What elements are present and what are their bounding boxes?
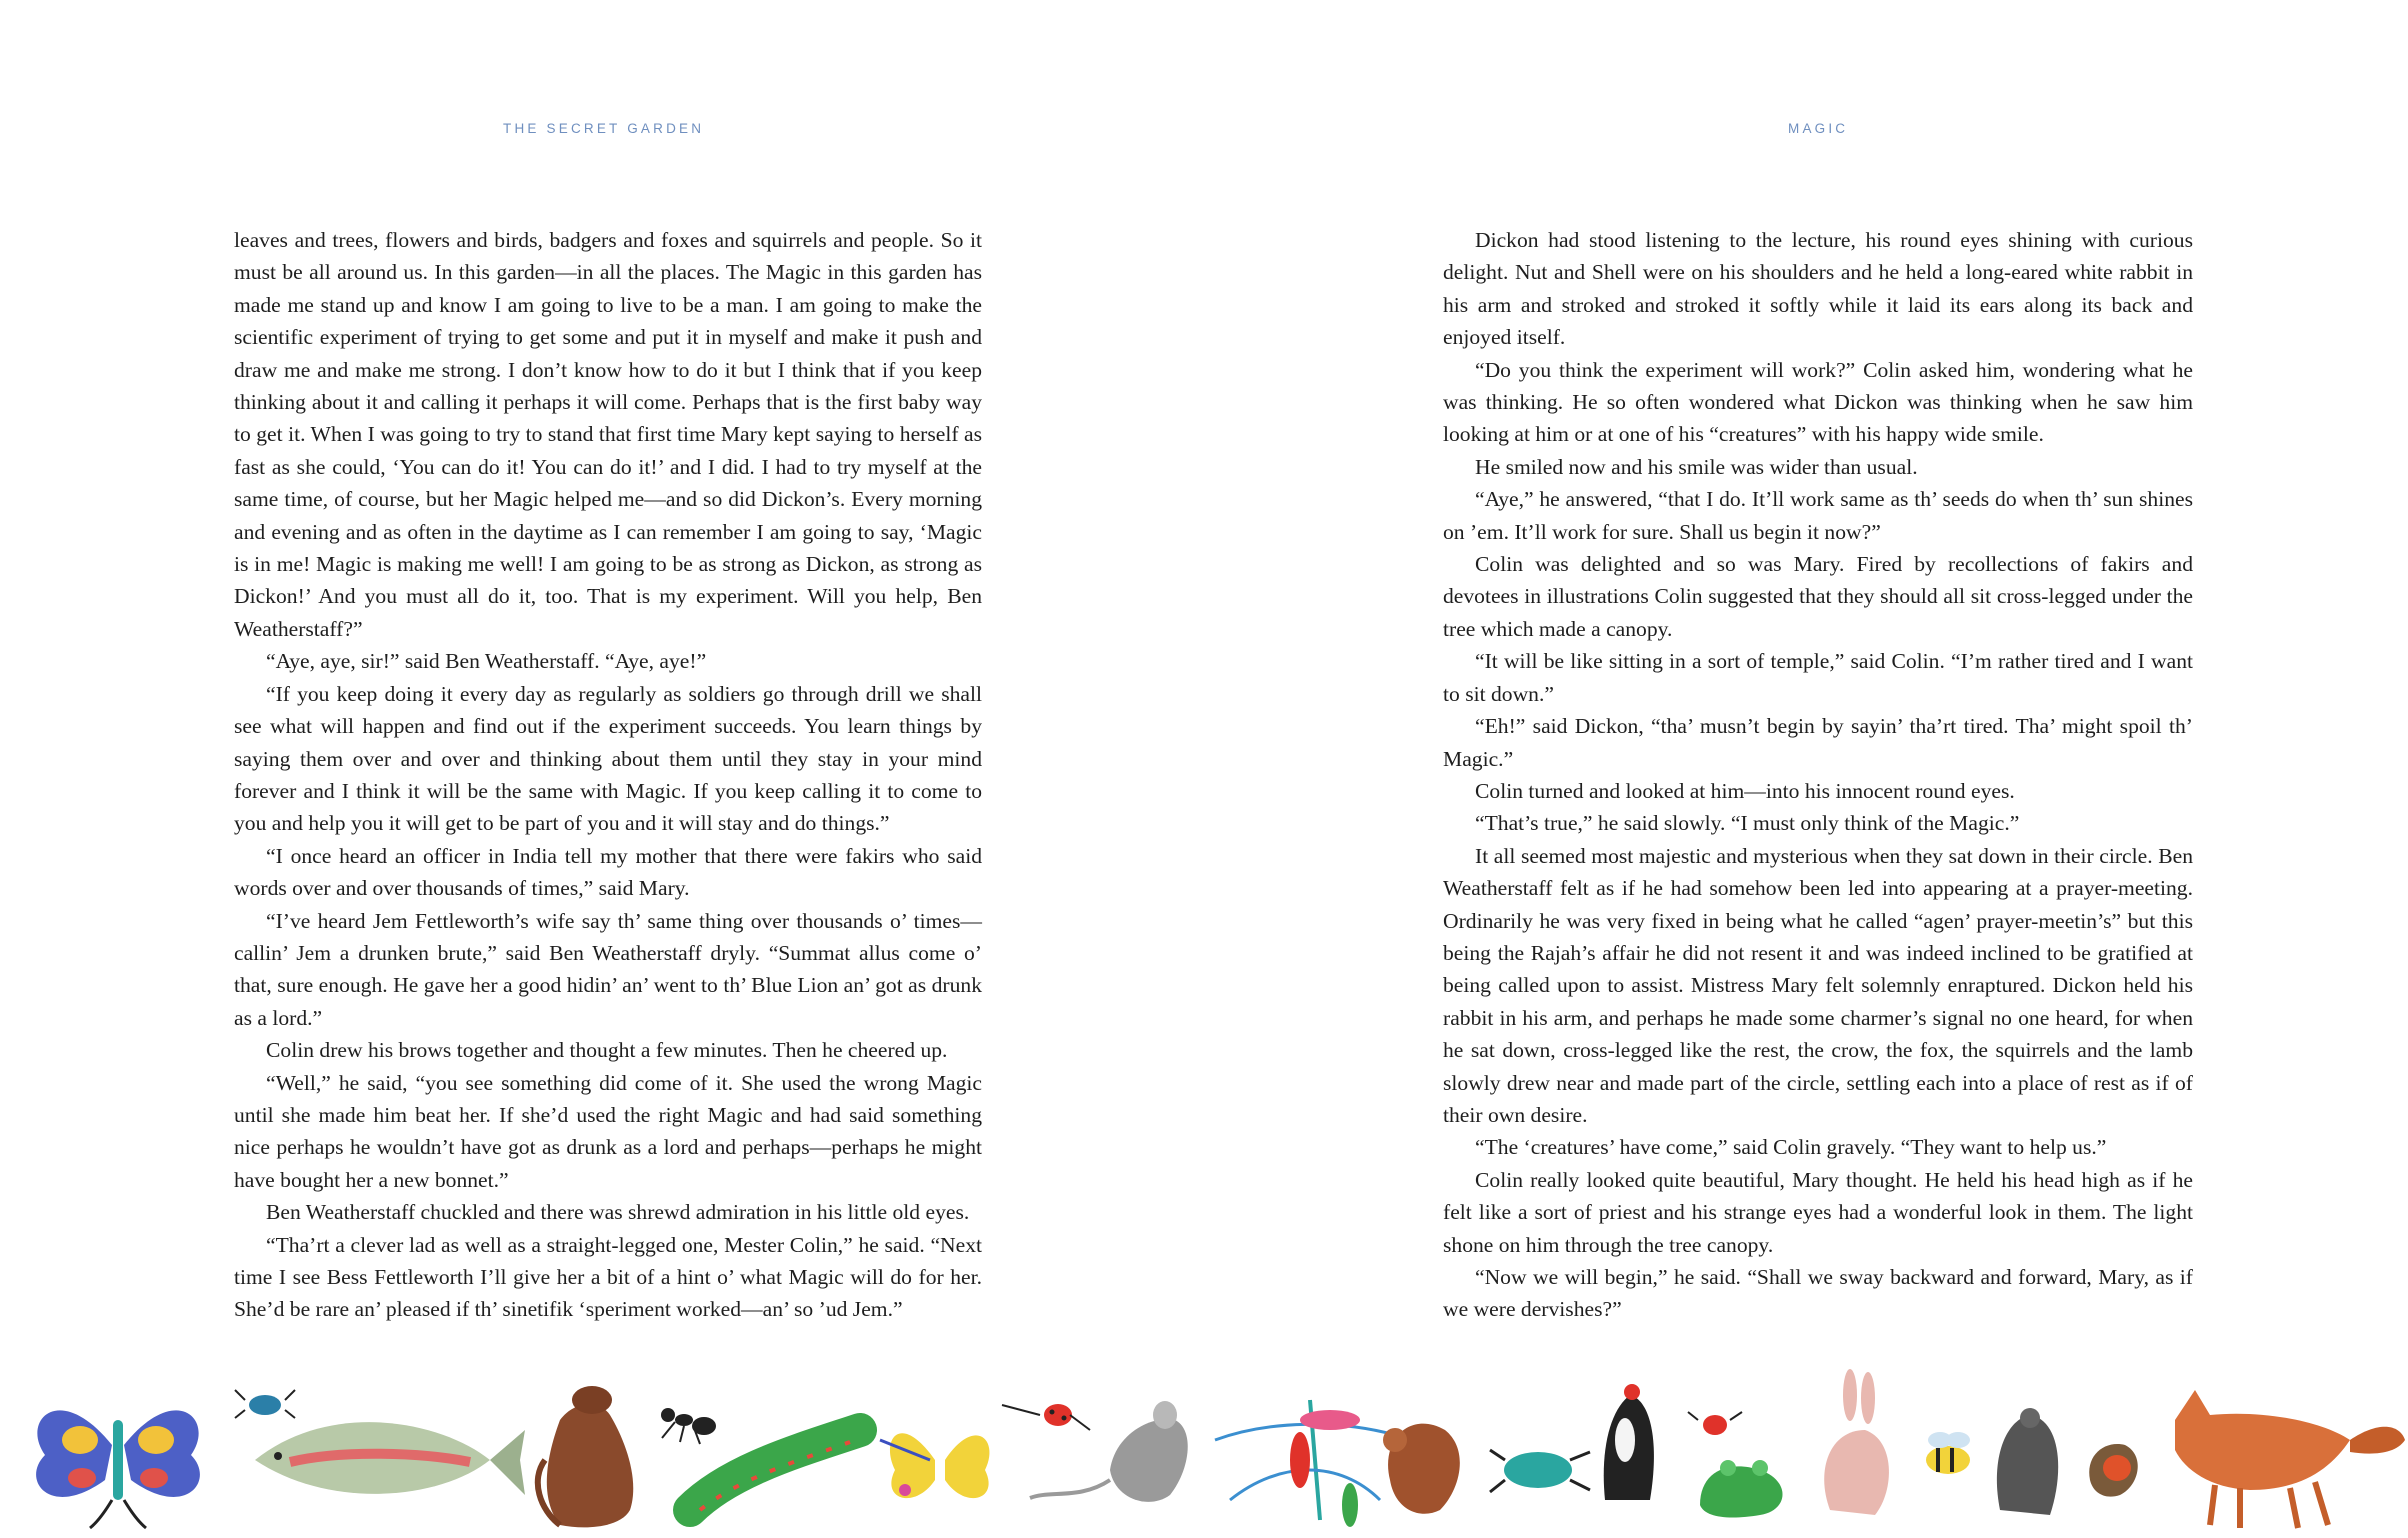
frog-icon — [1700, 1460, 1783, 1518]
paragraph: It all seemed most majestic and mysterious when they sat down in their circle. Ben Weatherstaff felt as if he had somehow been led into appearing at a prayer-meeting. Ordinarily he was very fixed in being what he called “agen’ prayer-meetin’s” but this being the Rajah’s affair he did not resent it and was indeed inclined to be gratified at being called upon to assist. Mistress Mary felt solemnly enraptured. Dickon held his rabbit in his arm, and perhaps he made some charmer’s signal no one heard, for when he sat down, cross-legged like the rest, the crow, the fox, the squirrels and the lamb slowly drew near and made part of the circle, settling each into a place of rest as if of their own desire. — [1443, 843, 2193, 1127]
paragraph: Dickon had stood listening to the lecture, his round eyes shining with curious delight. Nut and Shell were on his shoulders and he held a long-eared white rabbit in his arm and stroked and stroked it softly while it laid its ears along its back and enjoyed itself. — [1443, 228, 2193, 350]
squirrel-icon — [1383, 1424, 1460, 1514]
paragraph: “I once heard an officer in India tell my mother that there were fakirs who said words over and over thousands of times,” said Mary. — [234, 843, 982, 901]
ladybird-icon — [1002, 1404, 1090, 1430]
paragraph: leaves and trees, flowers and birds, badgers and foxes and squirrels and people. So it must be all around us. In this garden—in all the places. The Magic in this garden has made me stand up and know I am going to live to be a man. I am going to make the scientific experiment of trying to get some and put it in myself and make it push and draw me and make me strong. I don’t know how to do it but I think that if you keep thinking about it and calling it perhaps it will come. Perhaps that is the first baby way to get it. When I was going to try to stand that first time Mary kept saying to herself as fast as she could, ‘You can do it! You can do it!’ and I did. I had to try myself at the same time, of course, but her Magic helped me—and so did Dickon’s. Every morning and evening and as often in the daytime as I can remember I am going to say, ‘Magic is in me! Magic is making me well! I am going to be as strong as Dickon, as strong as Dickon!’ And you must all do it, too. That is my experiment. Will you help, Ben Weatherstaff?” — [234, 228, 982, 641]
paragraph: “Eh!” said Dickon, “tha’ musn’t begin by sayin’ tha’rt tired. Tha’ might spoil th’ Magic.” — [1443, 714, 2193, 771]
robin-icon — [2089, 1444, 2138, 1497]
paragraph: “Now we will begin,” he said. “Shall we sway backward and forward, Mary, as if we were dervishes?” — [1443, 1265, 2193, 1322]
trout-icon — [255, 1422, 525, 1495]
paragraph: “Aye,” he answered, “that I do. It’ll work same as th’ seeds do when th’ sun shines on ’em. It’ll work for sure. Shall us begin it now?” — [1443, 487, 2193, 544]
rabbit-icon — [1824, 1369, 1889, 1515]
animal-border-illustration — [0, 1360, 2408, 1538]
paragraph: “That’s true,” he said slowly. “I must only think of the Magic.” — [1475, 811, 2020, 836]
paragraph: “It will be like sitting in a sort of temple,” said Colin. “I’m rather tired and I want to sit down.” — [1443, 649, 2193, 706]
paragraph: “Aye, aye, sir!” said Ben Weatherstaff. “Aye, aye!” — [266, 649, 707, 674]
left-page-body — [234, 224, 982, 1326]
paragraph: “The ‘creatures’ have come,” said Colin gravely. “They want to help us.” — [1475, 1135, 2107, 1160]
paragraph: He smiled now and his smile was wider than usual. — [1475, 454, 1918, 479]
yellow-butterfly-icon — [880, 1433, 989, 1498]
fox-icon — [2175, 1390, 2405, 1528]
paragraph: “I’ve heard Jem Fettleworth’s wife say th’ same thing over thousands o’ times—callin’ Jem a drunken brute,” said Ben Weatherstaff dryly. “Summat allus come o’ that, sure enough. He gave her a good hidin’ an’ went to th’ Blue Lion an’ got as drunk as a lord.” — [234, 908, 982, 1030]
butterfly-icon — [36, 1410, 200, 1528]
bee-icon — [1926, 1432, 1970, 1474]
mole-icon — [1997, 1408, 2058, 1515]
red-beetle-icon — [1688, 1412, 1742, 1435]
paragraph: Colin drew his brows together and thought a few minutes. Then he cheered up. — [266, 1038, 948, 1063]
dragonfly-icon — [1215, 1400, 1395, 1527]
paragraph: Colin really looked quite beautiful, Mary thought. He held his head high as if he felt like a sort of priest and his strange eyes had a wonderful look in them. The light shone on him through the tree canopy. — [1443, 1167, 2193, 1257]
beetle-icon — [235, 1390, 295, 1418]
otter-icon — [538, 1386, 633, 1527]
paragraph: Colin turned and looked at him—into his innocent round eyes. — [1475, 778, 2015, 803]
running-head-right: MAGIC — [1788, 121, 1849, 136]
right-page-body — [1443, 224, 2193, 1326]
caterpillar-icon — [690, 1430, 860, 1510]
paragraph: Colin was delighted and so was Mary. Fired by recollections of fakirs and devotees in illustrations Colin suggested that they should all sit cross-legged under the tree which made a canopy. — [1443, 552, 2193, 641]
paragraph: “If you keep doing it every day as regularly as soldiers go through drill we shall see what will happen and find out if the experiment succeeds. You learn things by saying them over and over and thinking about them until they stay in your mind forever and I think it will be the same with Magic. If you keep calling it to come to you and help you it will get to be part of you and it will stay and do things.” — [234, 681, 982, 836]
paragraph: “Tha’rt a clever lad as well as a straight-legged one, Mester Colin,” he said. “Next time I see Bess Fettleworth I’ll give her a bit of a hint o’ what Magic will do for her. She’d be rare an’ pleased if th’ sinetifik ‘speriment worked—an’ so ’ud Jem.” — [234, 1232, 982, 1322]
paragraph: “Do you think the experiment will work?” Colin asked him, wondering what he was thinking. He so often wondered what Dickon was thinking when he saw him looking at him or at one of his “creatures” with his happy wide smile. — [1443, 357, 2193, 447]
paragraph: “Well,” he said, “you see something did come of it. She used the wrong Magic until she made him beat her. If she’d used the right Magic and had said something nice perhaps he wouldn’t have got as drunk as a lord and perhaps—perhaps he might have bought her a new bonnet.” — [234, 1070, 982, 1192]
green-beetle-icon — [1490, 1450, 1590, 1492]
running-head-left: THE SECRET GARDEN — [503, 121, 705, 136]
woodpecker-icon — [1604, 1384, 1654, 1500]
ant-icon — [661, 1408, 716, 1444]
paragraph: Ben Weatherstaff chuckled and there was shrewd admiration in his little old eyes. — [266, 1200, 970, 1225]
